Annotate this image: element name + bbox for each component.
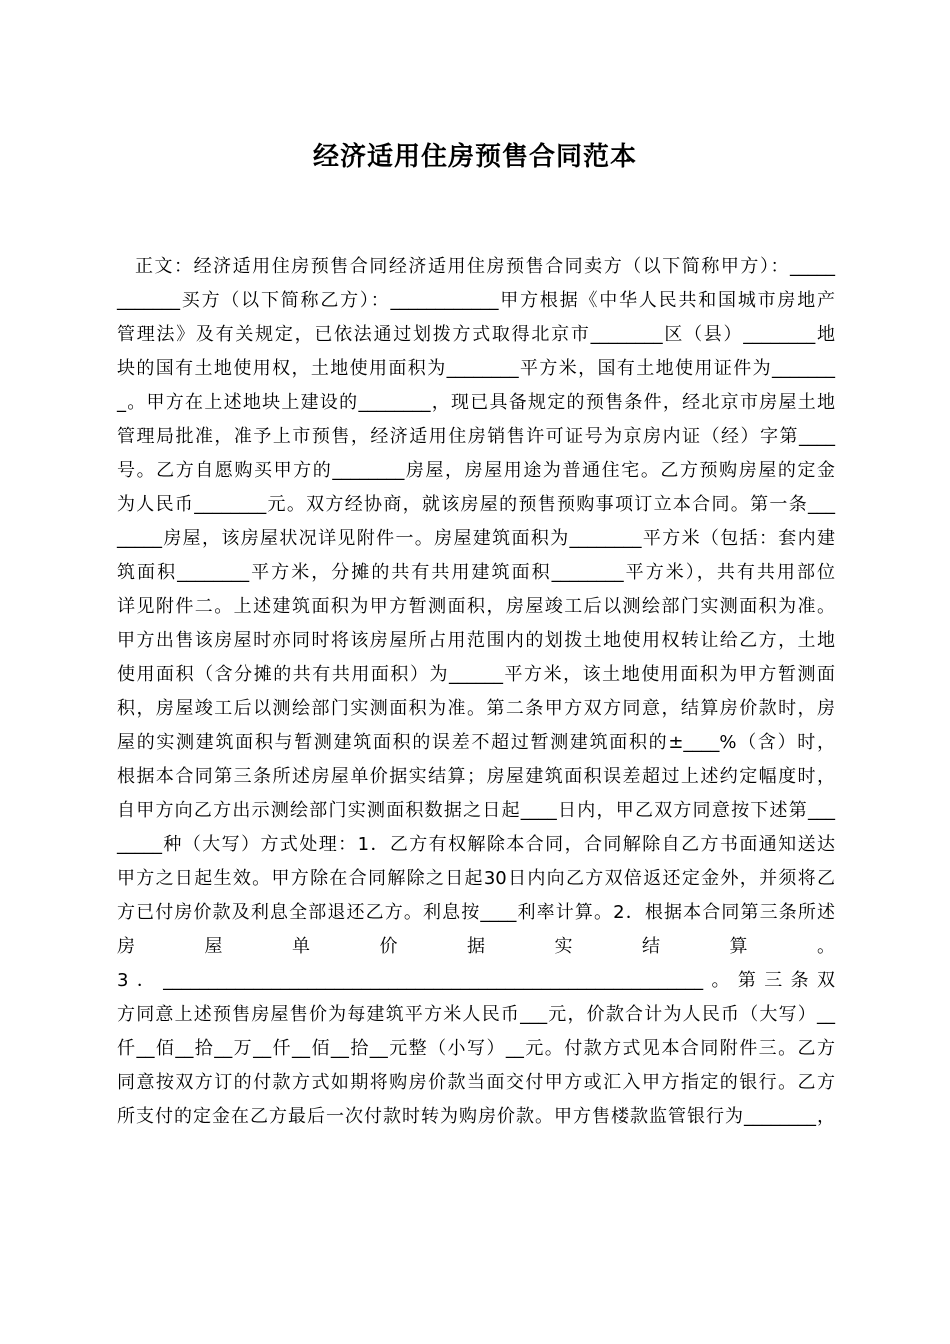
text-line: 甲方出售该房屋时亦同时将该房屋所占用范围内的划拨土地使用权转让给乙方，土地 [117, 630, 835, 651]
text-line: 块的国有土地使用权，土地使用面积为________平方米，国有土地使用证件为_______ [117, 358, 835, 379]
text-line: _____种（大写）方式处理：1．乙方有权解除本合同，合同解除自乙方书面通知送达 [117, 834, 835, 855]
text-line: 房 屋 单 价 据 实 结 算 。 [117, 936, 835, 957]
text-line: 甲方之日起生效。甲方除在合同解除之日起30日内向乙方双倍返还定金外，并须将乙 [117, 868, 835, 889]
text-line: 为人民币________元。双方经协商，就该房屋的预售预购事项订立本合同。第一条___ [117, 494, 835, 515]
text-line: _。甲方在上述地块上建设的________，现已具备规定的预售条件，经北京市房屋土地 [117, 392, 835, 413]
text-line: 同意按双方订的付款方式如期将购房价款当面交付甲方或汇入甲方指定的银行。乙方 [117, 1072, 835, 1093]
text-line: 号。乙方自愿购买甲方的________房屋，房屋用途为普通住宅。乙方预购房屋的定金 [117, 460, 835, 481]
text-line: 管理局批准，准予上市预售，经济适用住房销售许可证号为京房内证（经）字第____ [117, 426, 835, 447]
text-line: 方已付房价款及利息全部退还乙方。利息按____利率计算。2．根据本合同第三条所述 [117, 902, 835, 923]
text-line: 屋的实测建筑面积与暂测建筑面积的误差不超过暂测建筑面积的±____%（含）时， [117, 732, 835, 753]
text-line: 使用面积（含分摊的共有共用面积）为______平方米，该土地使用面积为甲方暂测面 [117, 664, 835, 685]
text-line: 积，房屋竣工后以测绘部门实测面积为准。第二条甲方双方同意，结算房价款时，房 [117, 698, 835, 719]
text-line: _____房屋，该房屋状况详见附件一。房屋建筑面积为________平方米（包括：套内建 [117, 528, 835, 549]
text-line: 正文：经济适用住房预售合同经济适用住房预售合同卖方（以下简称甲方）：_____ [135, 256, 835, 277]
text-line: 根据本合同第三条所述房屋单价据实结算；房屋建筑面积误差超过上述约定幅度时， [117, 766, 835, 787]
text-line: 筑面积________平方米，分摊的共有共用建筑面积________平方米），共有共用部位 [117, 562, 835, 583]
document-title: 经济适用住房预售合同范本 [312, 142, 637, 172]
text-line: 仟__佰__拾__万__仟__佰__拾__元整（小写）__元。付款方式见本合同附件三。乙方 [117, 1038, 835, 1059]
text-line: _______买方（以下简称乙方）：____________甲方根据《中华人民共和国城市房地产 [117, 290, 835, 311]
text-line: 详见附件二。上述建筑面积为甲方暂测面积，房屋竣工后以测绘部门实测面积为准。 [117, 596, 835, 617]
contract-body [117, 250, 835, 1134]
text-line: 方同意上述预售房屋售价为每建筑平方米人民币___元，价款合计为人民币（大写）__ [117, 1004, 835, 1025]
text-line: 3．____________________________________________________________。第三条双 [117, 970, 835, 991]
text-line: 自甲方向乙方出示测绘部门实测面积数据之日起____日内，甲乙双方同意按下述第___ [117, 800, 835, 821]
text-line: 管理法》及有关规定，已依法通过划拨方式取得北京市________区（县）________地 [117, 324, 835, 345]
text-line: 所支付的定金在乙方最后一次付款时转为购房价款。甲方售楼款监管银行为________， [117, 1106, 835, 1127]
